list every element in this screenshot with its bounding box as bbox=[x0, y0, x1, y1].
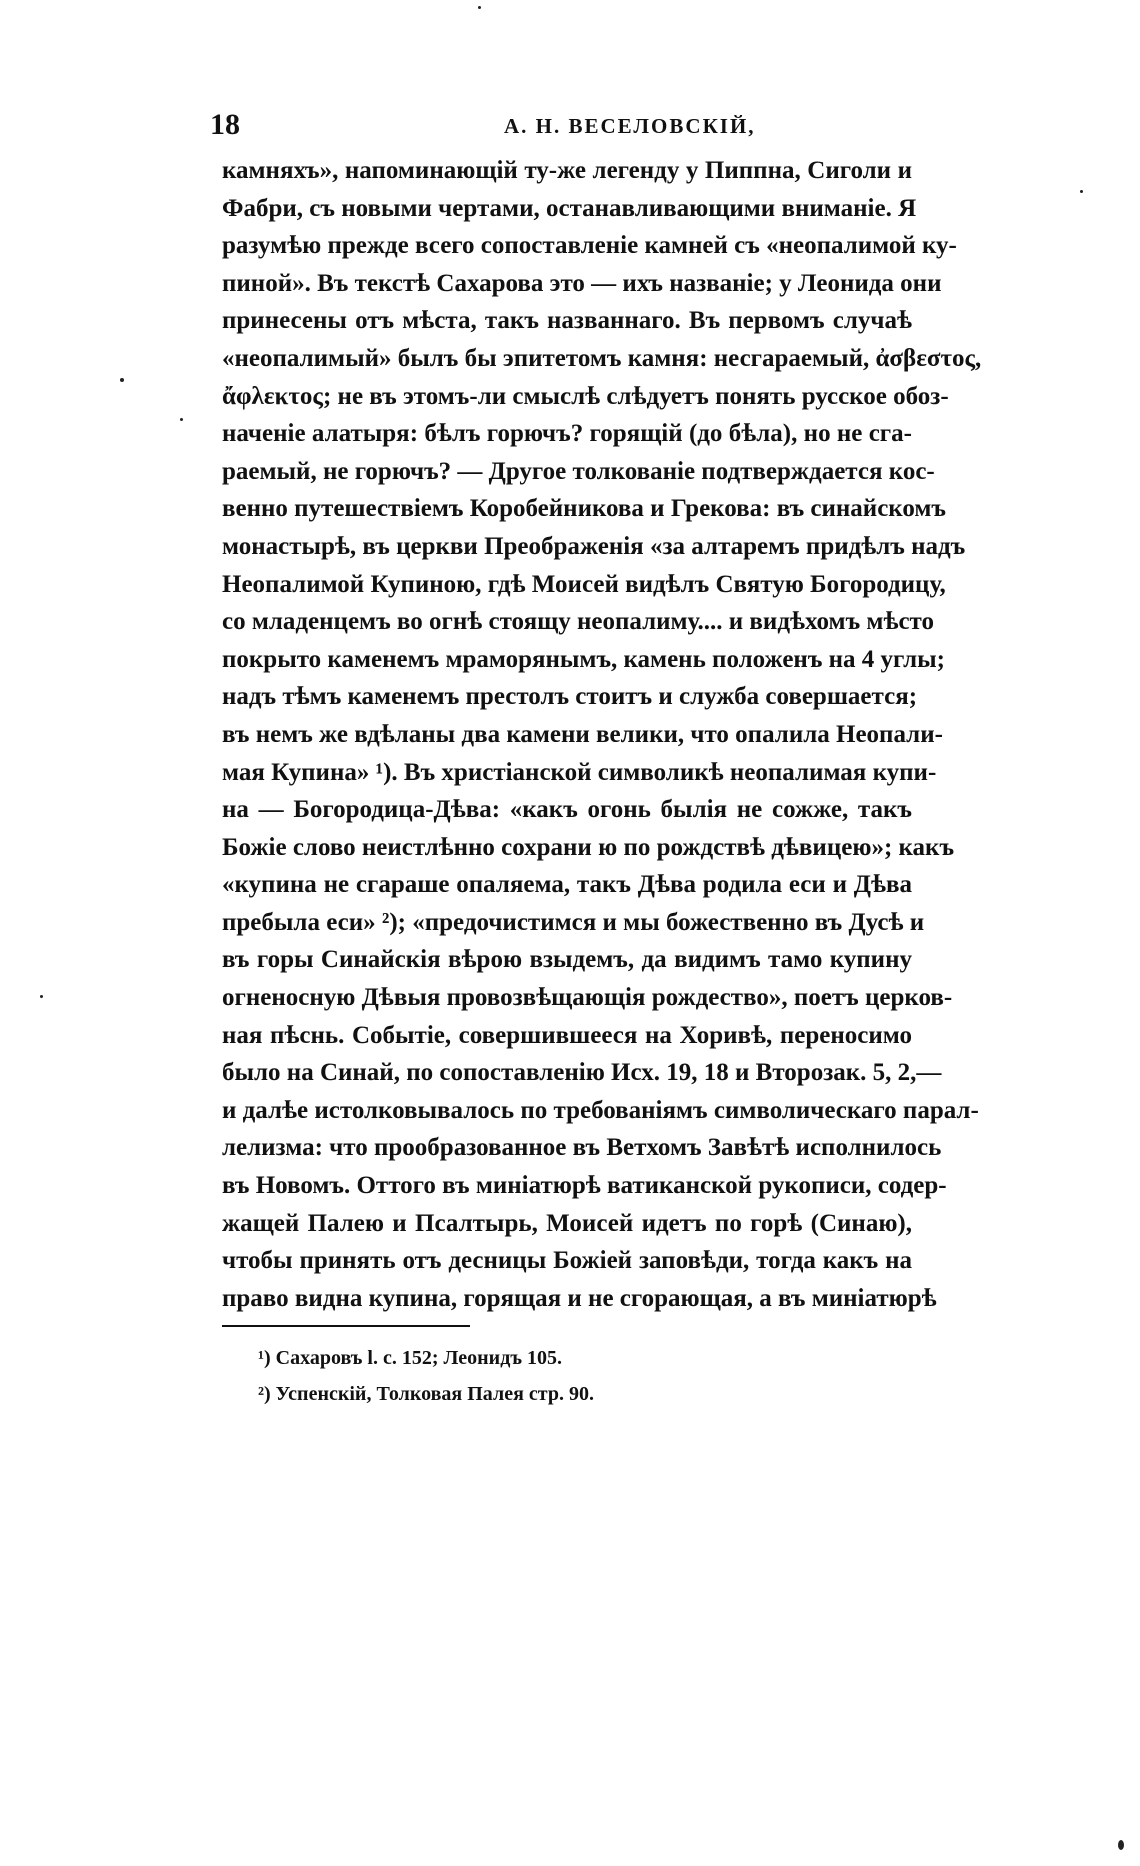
scan-speck bbox=[1080, 190, 1083, 193]
text-line: раемый, не горючъ? — Другое толкованіе подтверждается кос- bbox=[222, 457, 935, 485]
footnotes bbox=[258, 1340, 858, 1412]
text-line: монастырѣ, въ церкви Преображенія «за алтаремъ придѣлъ надъ bbox=[222, 532, 966, 560]
text-line: жащей Палею и Псалтырь, Моисей идетъ по горѣ (Синаю), bbox=[222, 1209, 912, 1237]
text-line: наченіе алатыря: бѣлъ горючъ? горящій (до бѣла), но не сга- bbox=[222, 420, 912, 448]
text-line: въ горы Синайскія вѣрою взыдемъ, да видимъ тамо купину bbox=[222, 946, 912, 974]
running-head: А. Н. ВЕСЕЛОВСКІЙ, bbox=[504, 114, 756, 138]
scan-speck bbox=[478, 6, 481, 9]
text-line: венно путешествіемъ Коробейникова и Грекова: въ синайскомъ bbox=[222, 495, 947, 523]
text-line: ная пѣснь. Событіе, совершившееся на Хоривѣ, переносимо bbox=[222, 1021, 912, 1049]
text-line: «неопалимый» былъ бы эпитетомъ камня: несгараемый, ἀσβεστος, bbox=[222, 344, 982, 372]
text-line: и далѣе истолковывалось по требованіямъ символическаго парал- bbox=[222, 1096, 979, 1124]
text-line: въ Новомъ. Оттого въ миніатюрѣ ватиканской рукописи, содер- bbox=[222, 1172, 947, 1200]
scan-speck bbox=[1118, 1840, 1124, 1850]
footnote: ²) Успенскій, Толковая Палея стр. 90. bbox=[258, 1383, 594, 1405]
body-text bbox=[222, 152, 982, 1317]
text-line: разумѣю прежде всего сопоставленіе камней съ «неопалимой ку- bbox=[222, 232, 957, 260]
text-line: «купина не сгараше опаляема, такъ Дѣва родила еси и Дѣва bbox=[222, 871, 912, 899]
text-line: Божіе слово неистлѣнно сохрани ю по рождствѣ дѣвицею»; какъ bbox=[222, 833, 955, 861]
text-line: надъ тѣмъ каменемъ престолъ стоитъ и служба совершается; bbox=[222, 683, 918, 711]
text-line: на — Богородица-Дѣва: «какъ огонь былія не сожже, такъ bbox=[222, 796, 912, 824]
scan-speck bbox=[180, 418, 183, 421]
footnote: ¹) Сахаровъ l. c. 152; Леонидъ 105. bbox=[258, 1347, 562, 1369]
text-line: камняхъ», напоминающій ту-же легенду у Пиппна, Сиголи и bbox=[222, 157, 912, 184]
text-line: со младенцемъ во огнѣ стоящу неопалиму.... и видѣхомъ мѣсто bbox=[222, 608, 934, 636]
text-line: покрыто каменемъ мраморянымъ, камень положенъ на 4 углы; bbox=[222, 645, 946, 673]
text-line: право видна купина, горящая и не сгорающая, а въ миніатюрѣ bbox=[222, 1284, 937, 1312]
page-header bbox=[210, 108, 910, 148]
text-line: огненосную Дѣвыя провозвѣщающія рождество», поетъ церков- bbox=[222, 984, 953, 1012]
text-line: мая Купина» ¹). Въ христіанской символикѣ неопалимая купи- bbox=[222, 758, 937, 786]
text-line: Неопалимой Купиною, гдѣ Моисей видѣлъ Святую Богородицу, bbox=[222, 570, 946, 598]
text-line: ἄφλεκτος; не въ этомъ-ли смыслѣ слѣдуетъ понять русское обоз- bbox=[222, 382, 949, 410]
footnote-divider bbox=[222, 1325, 470, 1327]
text-line: было на Синай, по сопоставленію Исх. 19, 18 и Второзак. 5, 2,— bbox=[222, 1059, 942, 1087]
scan-speck bbox=[40, 995, 43, 998]
text-line: Фабри, съ новыми чертами, останавливающими вниманіе. Я bbox=[222, 194, 917, 222]
text-line: чтобы принять отъ десницы Божіей заповѣди, тогда какъ на bbox=[222, 1247, 912, 1275]
page-number: 18 bbox=[210, 108, 240, 141]
text-line: принесены отъ мѣста, такъ названнаго. Въ первомъ случаѣ bbox=[222, 307, 912, 335]
text-line: лелизма: что прообразованное въ Ветхомъ Завѣтѣ исполнилось bbox=[222, 1134, 942, 1162]
scan-speck bbox=[120, 378, 124, 382]
text-line: въ немъ же вдѣланы два камени велики, что опалила Неопали- bbox=[222, 720, 943, 748]
text-line: пребыла еси» ²); «предочистимся и мы божественно въ Дусѣ и bbox=[222, 908, 925, 936]
text-line: пиной». Въ текстѣ Сахарова это — ихъ названіе; у Леонида они bbox=[222, 269, 942, 297]
